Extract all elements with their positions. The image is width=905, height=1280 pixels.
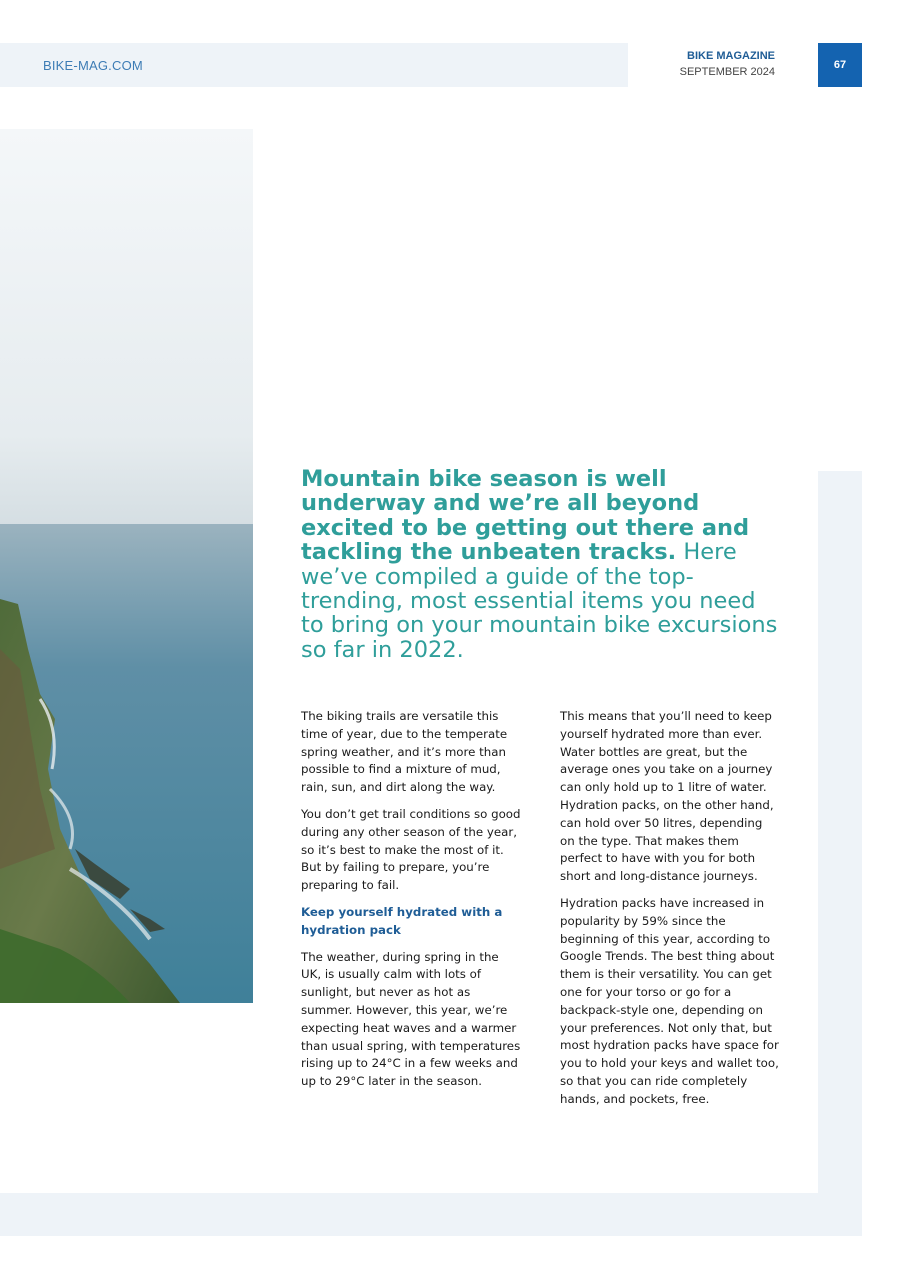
magazine-title: BIKE MAGAZINE xyxy=(687,50,775,62)
coastal-cliff-photo xyxy=(0,129,253,1003)
left-paragraph-2: You don’t get trail conditions so good during any other season of the year, so it’s best to make the most of it. But by failing to prepare, you’re preparing to fail. xyxy=(301,806,521,893)
left-paragraph-1: The biking trails are versatile this time of year, due to the temperate spring weather, and it’s more than possible to find a mixture of mud, rain, sun, and dirt along the way. xyxy=(301,709,508,795)
side-band xyxy=(818,471,862,1193)
site-url[interactable]: BIKE-MAG.COM xyxy=(43,58,143,73)
section-subheading: Keep yourself hydrated with a hydration pack xyxy=(301,904,503,937)
right-paragraph-2: Hydration packs have increased in popularity by 59% since the beginning of this year, according to Google Trends. The best thing about them is their versatility. You can get one for your torso or go for a backpack-style one, depending on your preferences. Not only that, but most hydration packs have space for you to hold your keys and wallet too, so that you can ride completely hands, and pockets, free. xyxy=(560,895,779,1106)
article-lead xyxy=(301,467,781,662)
page-number-badge: 67 xyxy=(818,43,862,87)
right-column xyxy=(560,708,780,1118)
left-column xyxy=(301,708,521,1100)
left-paragraph-3: The weather, during spring in the UK, is usually calm with lots of sunlight, but never as hot as summer. However, this year, we’re expecting heat waves and a warmer than usual spring, with temperatures rising up to 24°C in a few weeks and up to 29°C later in the season. xyxy=(301,949,521,1089)
right-paragraph-1: This means that you’ll need to keep yourself hydrated more than ever. Water bottles are great, but the average ones you take on a journey can only hold up to 1 litre of water. Hydration packs, on the other hand, can hold over 50 litres, depending on the type. That makes them perfect to have with you for both short and long-distance journeys. xyxy=(560,709,774,884)
lead-bold-text: Mountain bike season is well underway and we’re all beyond excited to be getting out there and tackling the unbeaten tracks. xyxy=(301,466,750,566)
footer-band xyxy=(0,1193,862,1236)
issue-date: SEPTEMBER 2024 xyxy=(679,66,775,78)
lead-light-text: Here we’ve compiled a guide of the top-trending, most essential items you need to bring on your mountain bike excursions so far in 2022. xyxy=(301,539,778,663)
